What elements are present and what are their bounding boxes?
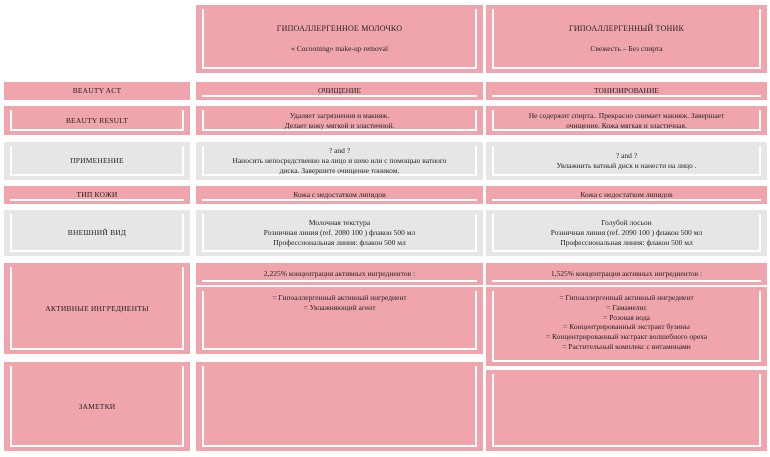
notes-milk: [196, 362, 483, 451]
row-label-skin-type: ТИП КОЖИ: [4, 186, 190, 204]
list-item: = Концентрированный экстракт бузины: [563, 322, 690, 332]
list-item: = Увлажняющий агент: [303, 302, 376, 312]
list-item: = Гипоаллергенный активный ингредиент: [272, 293, 407, 302]
product-subtitle: Свежесть – Без спирта: [590, 43, 663, 53]
row-label-notes: ЗАМЕТКИ: [4, 362, 190, 451]
product-header-toner: [486, 5, 767, 73]
product-title: ГИПОАЛЛЕРГЕННЫЙ ТОНИК: [569, 24, 684, 34]
product-header-milk: [196, 5, 483, 73]
beauty-act-milk: ОЧИЩЕНИЕ: [196, 82, 483, 100]
appearance-milk: Молочная текстура Розничная линия (ref. 2080 100 ) флакон 500 мл Профессиональная линия: флакон 500 мл: [196, 210, 483, 256]
row-label-beauty-act: BEAUTY ACT: [4, 82, 190, 100]
application-milk: ? and ? Наносить непосредственно на лицо и шею или с помощью ватного диска. Завершите очищение тоником.: [196, 142, 483, 180]
concentration-toner: 1,525% концентрация активных ингредиентов :: [486, 263, 767, 285]
row-label-beauty-result: BEAUTY RESULT: [4, 106, 190, 135]
beauty-result-toner: Не содержит спирта.. Прекрасно снимает макияж. Завершает очищение. Кожа мягкая и эластичная.: [486, 106, 767, 135]
row-label-active-ingredients: АКТИВНЫЕ ИНГРЕДИЕНТЫ: [4, 263, 190, 354]
beauty-result-milk: Удаляет загрязнения и макияж. Делает кожу мягкой и эластичной.: [196, 106, 483, 135]
list-item: = Растительный комплекс с витаминами: [562, 341, 691, 351]
ingredients-milk: [196, 287, 483, 354]
application-toner: ? and ? Увлажнить ватный диск и нанести на лицо .: [486, 142, 767, 180]
row-label-application: ПРИМЕНЕНИЕ: [4, 142, 190, 180]
list-item: = Гамамелис: [606, 302, 647, 312]
ingredients-toner: [486, 287, 767, 366]
skin-type-toner: Кожа с недостатком липидов: [486, 186, 767, 204]
appearance-toner: Голубой лосьон Розничная линия (ref. 2090 100 ) флакон 500 мл Профессиональная линия: флакон 500 мл: [486, 210, 767, 256]
beauty-act-toner: ТОНИЗИРОВАНИЕ: [486, 82, 767, 100]
row-label-appearance: ВНЕШНИЙ ВИД: [4, 210, 190, 256]
list-item: = Гипоаллергенный активный ингредиент: [559, 293, 694, 302]
notes-toner: [486, 370, 767, 451]
list-item: = Концентрированный экстракт волшебного ореха: [545, 332, 708, 341]
concentration-milk: 2,225% концентрация активных ингредиентов :: [196, 263, 483, 285]
product-subtitle: « Cocooning» make-up removal: [291, 43, 388, 53]
skin-type-milk: Кожа с недостатком липидов: [196, 186, 483, 204]
list-item: = Розовая вода: [603, 312, 650, 322]
product-title: ГИПОАЛЛЕРГЕННОЕ МОЛОЧКО: [276, 24, 403, 34]
